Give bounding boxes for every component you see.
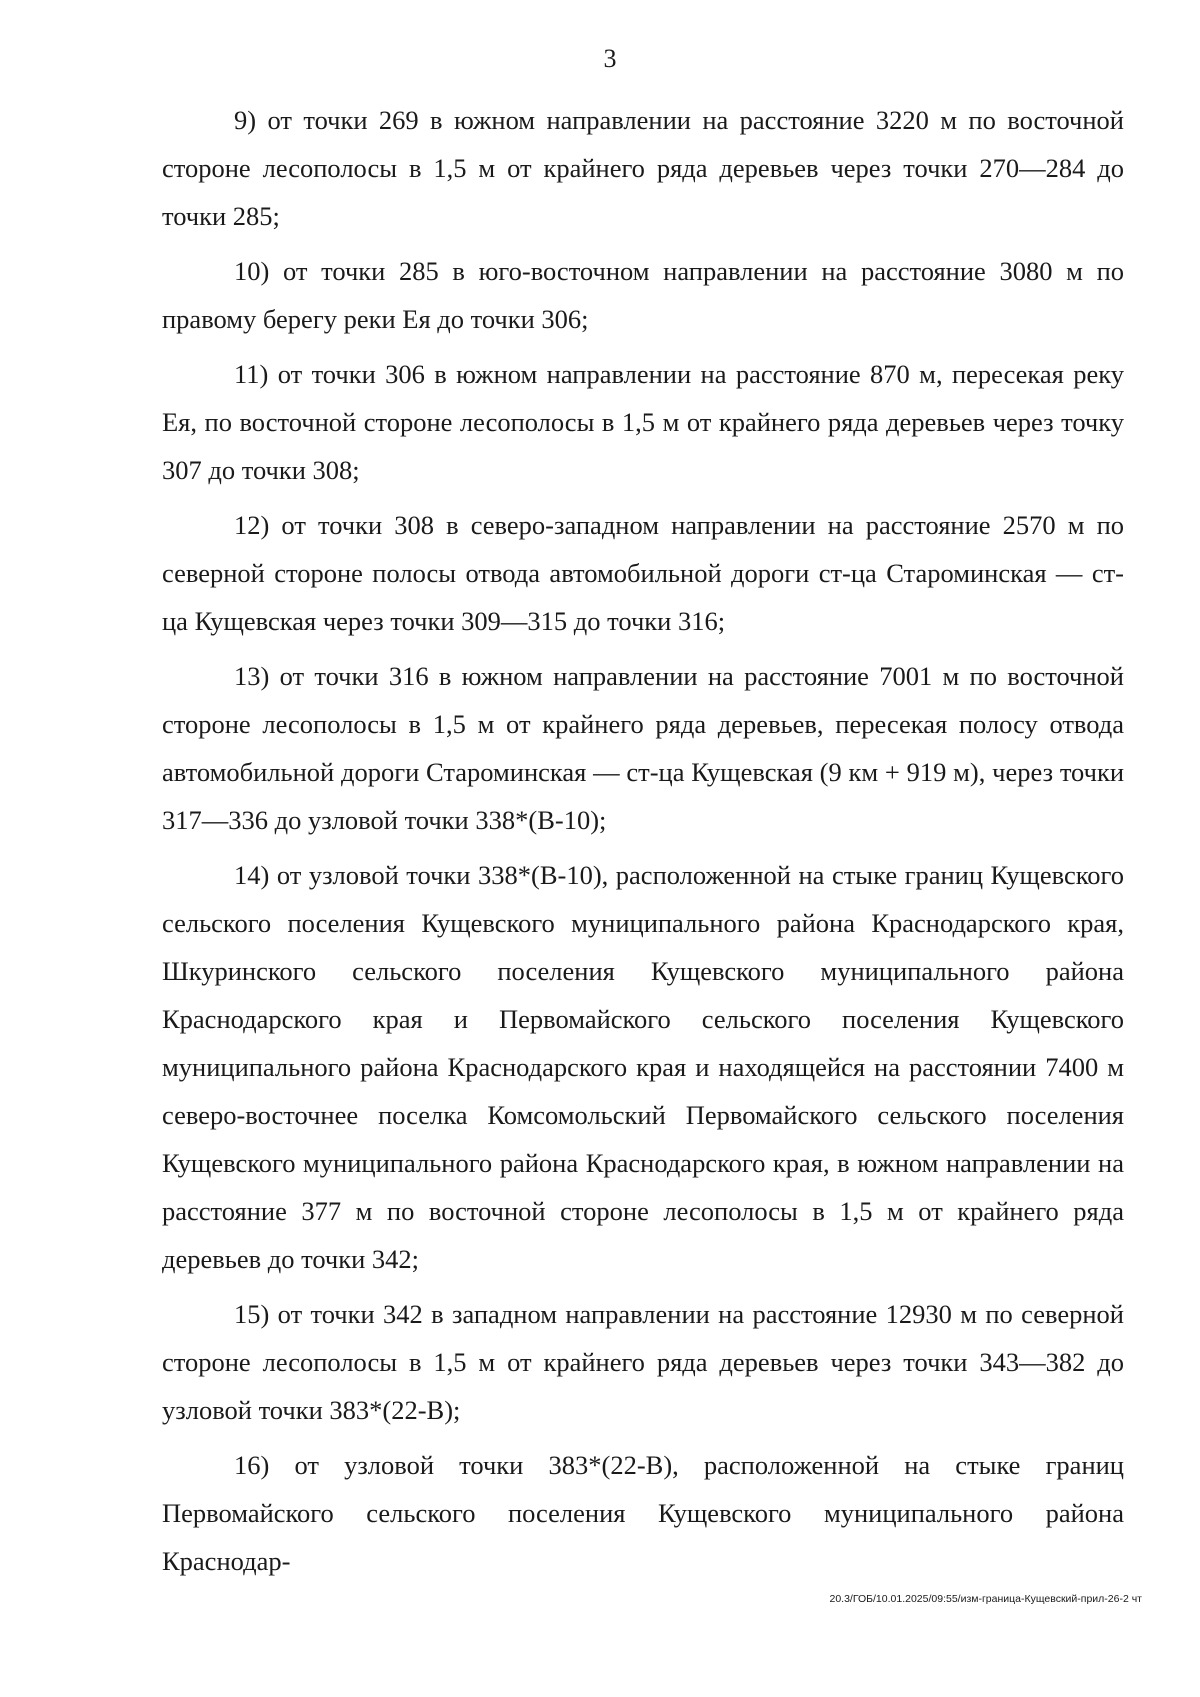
- paragraph-item-11: 11) от точки 306 в южном направлении на расстояние 870 м, пересекая реку Ея, по восточной стороне лесополосы в 1,5 м от крайнего ряда деревьев через точку 307 до точки 308;: [162, 359, 1124, 485]
- page-number: 3: [603, 44, 617, 73]
- paragraph-item-12: 12) от точки 308 в северо-западном направлении на расстояние 2570 м по северной стороне полосы отвода автомобильной дороги ст-ца Староминская — ст-ца Кущевская через точки 309—315 до точки 316;: [162, 510, 1124, 636]
- paragraph-item-13: 13) от точки 316 в южном направлении на расстояние 7001 м по восточной стороне лесополосы в 1,5 м от крайнего ряда деревьев, пересекая полосу отвода автомобильной дороги Староминская — ст-ца Кущевская (9 км + 919 м), через точки 317—336 до узловой точки 338*(В-10);: [162, 661, 1124, 835]
- paragraph-item-10: 10) от точки 285 в юго-восточном направлении на расстояние 3080 м по правому берегу реки Ея до точки 306;: [162, 256, 1124, 334]
- paragraph-item-9: 9) от точки 269 в южном направлении на расстояние 3220 м по восточной стороне лесополосы в 1,5 м от крайнего ряда деревьев через точки 270—284 до точки 285;: [162, 105, 1124, 231]
- document-body: [162, 96, 1124, 1592]
- paragraph-item-16: 16) от узловой точки 383*(22-В), расположенной на стыке границ Первомайского сельского поселения Кущевского муниципального района Краснодар-: [162, 1450, 1124, 1576]
- document-footer-code: 20.3/ГОБ/10.01.2025/09:55/изм-граница-Кущевский-прил-26-2 чт: [829, 1593, 1142, 1605]
- paragraph-item-15: 15) от точки 342 в западном направлении на расстояние 12930 м по северной стороне лесополосы в 1,5 м от крайнего ряда деревьев через точки 343—382 до узловой точки 383*(22-В);: [162, 1299, 1124, 1425]
- paragraph-item-14: 14) от узловой точки 338*(В-10), расположенной на стыке границ Кущевского сельского поселения Кущевского муниципального района Краснодарского края, Шкуринского сельского поселения Кущевского муниципального района Краснодарского края и Первомайского сельского поселения Кущевского муниципального района Краснодарского края и находящейся на расстоянии 7400 м северо-восточнее поселка Комсомольский Первомайского сельского поселения Кущевского муниципального района Краснодарского края, в южном направлении на расстояние 377 м по восточной стороне лесополосы в 1,5 м от крайнего ряда деревьев до точки 342;: [162, 860, 1124, 1274]
